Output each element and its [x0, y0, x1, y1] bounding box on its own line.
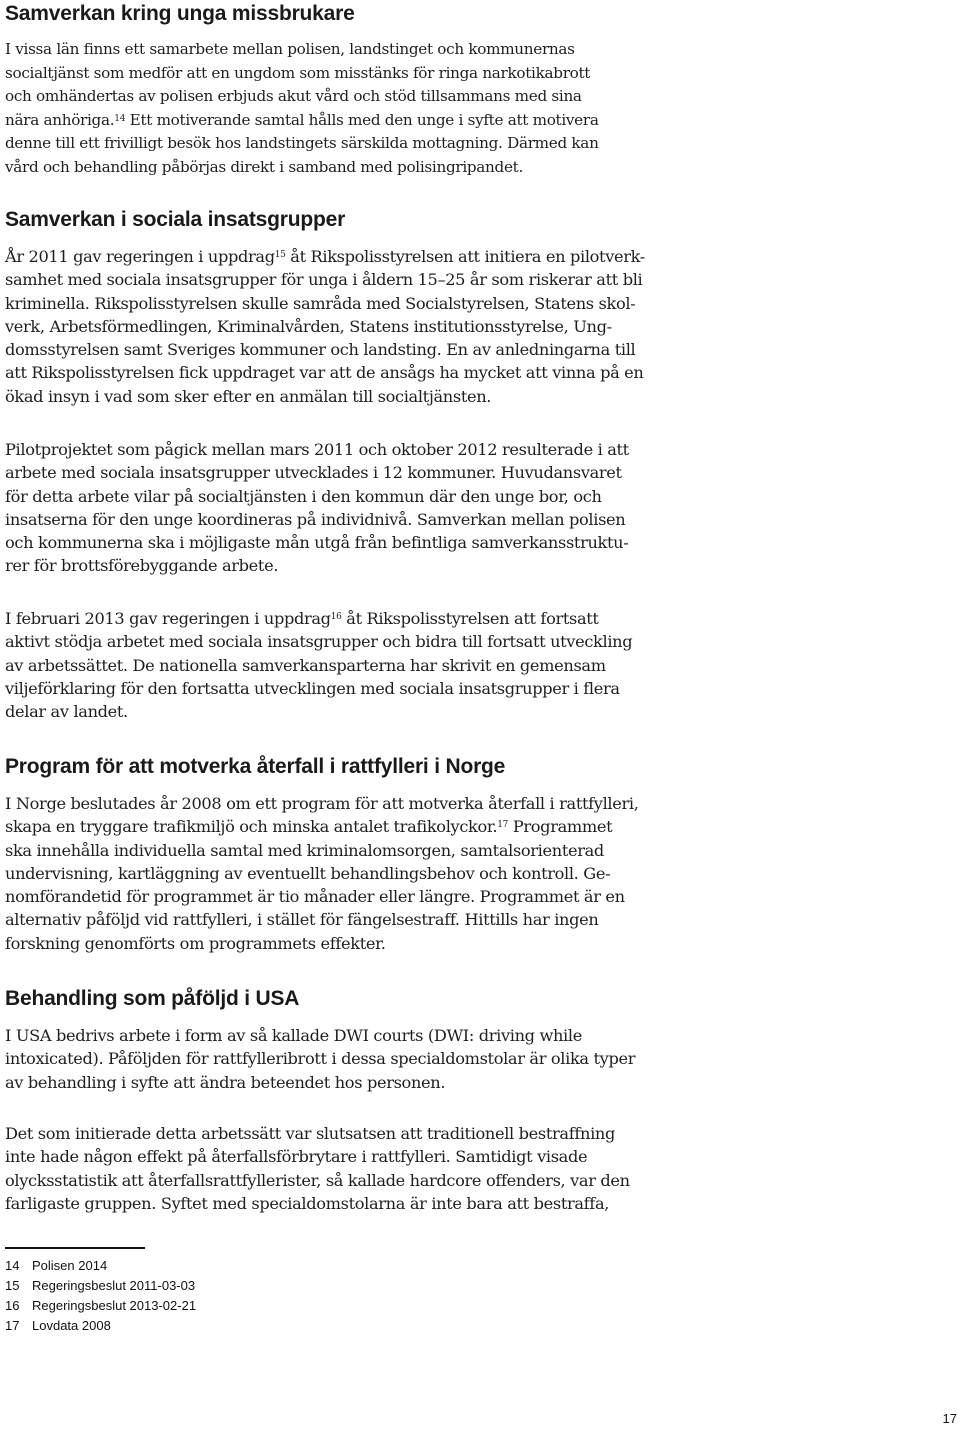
text-line: delar av landet.: [5, 702, 128, 722]
text-line: Pilotprojektet som pågick mellan mars 2011 och oktober 2012 resulterade i att: [5, 440, 629, 459]
text-line: kriminella. Rikspolisstyrelsen skulle samråda med Socialstyrelsen, Statens skol-: [5, 293, 636, 313]
text-line: vård och behandling påbörjas direkt i samband med polisingripandet.: [5, 157, 523, 176]
footnote: 15 Regeringsbeslut 2011-03-03: [5, 1278, 196, 1293]
text-line: ökad insyn i vad som sker efter en anmälan till socialtjänsten.: [5, 386, 492, 406]
text-line: Det som initierade detta arbetssätt var slutsatsen att traditionell bestraffning: [5, 1124, 615, 1143]
footnote-divider: [5, 1247, 145, 1249]
text-line: I vissa län finns ett samarbete mellan polisen, landstinget och kommunernas: [5, 40, 575, 58]
text-line: I USA bedrivs arbete i form av så kallade DWI courts (DWI: driving while: [5, 1026, 582, 1045]
text-line: farligaste gruppen. Syftet med specialdomstolarna är inte bara att bestraffa,: [5, 1193, 610, 1213]
paragraph: [5, 438, 629, 578]
text-line: ska innehålla individuella samtal med kriminalomsorgen, samtalsorienterad: [5, 840, 604, 860]
text-line: skapa en tryggare trafikmiljö och minska antalet trafikolyckor.$^{17}$ Programmet: [5, 817, 613, 837]
text-line: av behandling i syfte att ändra beteendet hos personen.: [5, 1072, 446, 1092]
text-line: I Norge beslutades år 2008 om ett program för att motverka återfall i rattfylleri,: [5, 794, 639, 813]
text-line: olycksstatistik att återfallsrattfyllerister, så kallade hardcore offenders, var den: [5, 1170, 630, 1190]
section-heading: Behandling som påföljd i USA: [5, 987, 300, 1010]
text-line: domsstyrelsen samt Sveriges kommuner och landsting. En av anledningarna till: [5, 340, 636, 360]
text-line: aktivt stödja arbetet med sociala insatsgrupper och bidra till fortsatt utveckling: [5, 632, 633, 652]
text-line: insatserna för den unge koordineras på individnivå. Samverkan mellan polisen: [5, 509, 626, 529]
text-line: att Rikspolisstyrelsen fick uppdraget var att de ansågs ha mycket att vinna på en: [5, 363, 644, 383]
paragraph: [5, 1122, 630, 1215]
section-heading: Samverkan i sociala insatsgrupper: [5, 208, 346, 231]
text-line: rer för brottsförebyggande arbete.: [5, 556, 279, 576]
paragraph: [5, 792, 639, 955]
text-line: och kommunerna ska i möjligaste mån utgå från befintliga samverkansstruktu-: [5, 533, 629, 553]
text-line: nomförandetid för programmet är tio månader eller längre. Programmet är en: [5, 887, 625, 907]
footnote-ref: 14: [114, 113, 126, 124]
text-line: viljeförklaring för den fortsatta utvecklingen med sociala insatsgrupper i flera: [5, 678, 620, 698]
paragraph: [5, 607, 632, 723]
text-line: År 2011 gav regeringen i uppdrag$^{15}$ åt Rikspolisstyrelsen att initiera en pilotverk-: [5, 247, 645, 266]
footnote-ref: 16: [330, 612, 342, 622]
page-number: 17: [942, 1411, 957, 1426]
text-line: av arbetssättet. De nationella samverkansparterna har skrivit en gemensam: [5, 655, 606, 675]
footnote-ref: 15: [274, 250, 286, 260]
text-line: undervisning, kartläggning av eventuellt behandlingsbehov och kontroll. Ge-: [5, 863, 611, 883]
text-line: nära anhöriga.$^{14}$ Ett motiverande samtal hålls med den unge i syfte att motivera: [5, 110, 599, 129]
paragraph: [5, 38, 599, 179]
footnote: 16 Regeringsbeslut 2013-02-21: [5, 1298, 197, 1313]
paragraph: [5, 245, 645, 408]
text-line: för detta arbete vilar på socialtjänsten i den kommun där den unge bor, och: [5, 486, 602, 506]
text-line: arbete med sociala insatsgrupper utvecklades i 12 kommuner. Huvudansvaret: [5, 463, 622, 483]
footnote-ref: 17: [497, 820, 509, 831]
text-line: alternativ påföljd vid rattfylleri, i stället för fängelsestraff. Hittills har ingen: [5, 910, 599, 930]
text-line: socialtjänst som medför att en ungdom som misstänks för ringa narkotikabrott: [5, 63, 591, 82]
text-line: denne till ett frivilligt besök hos landstingets särskilda mottagning. Därmed kan: [5, 134, 599, 152]
text-line: forskning genomförts om programmets effekter.: [5, 933, 386, 953]
text-line: verk, Arbetsförmedlingen, Kriminalvården, Statens institutionsstyrelse, Ung-: [5, 316, 612, 336]
text-line: inte hade någon effekt på återfallsförbrytare i rattfylleri. Samtidigt visade: [5, 1147, 588, 1167]
footnote: 17 Lovdata 2008: [5, 1318, 111, 1333]
section-heading: Samverkan kring unga missbrukare: [5, 2, 355, 25]
footnote: 14 Polisen 2014: [5, 1258, 108, 1273]
paragraph: [5, 1024, 635, 1094]
text-line: samhet med sociala insatsgrupper för unga i åldern 15–25 år som riskerar att bli: [5, 270, 643, 290]
section-heading: Program för att motverka återfall i rattfylleri i Norge: [5, 755, 506, 778]
text-line: och omhändertas av polisen erbjuds akut vård och stöd tillsammans med sina: [5, 87, 582, 105]
footnotes: [5, 1256, 196, 1336]
text-line: intoxicated). Påföljden för rattfylleribrott i dessa specialdomstolar är olika typer: [5, 1049, 636, 1069]
text-line: I februari 2013 gav regeringen i uppdrag$^{16}$ åt Rikspolisstyrelsen att fortsatt: [5, 609, 599, 628]
